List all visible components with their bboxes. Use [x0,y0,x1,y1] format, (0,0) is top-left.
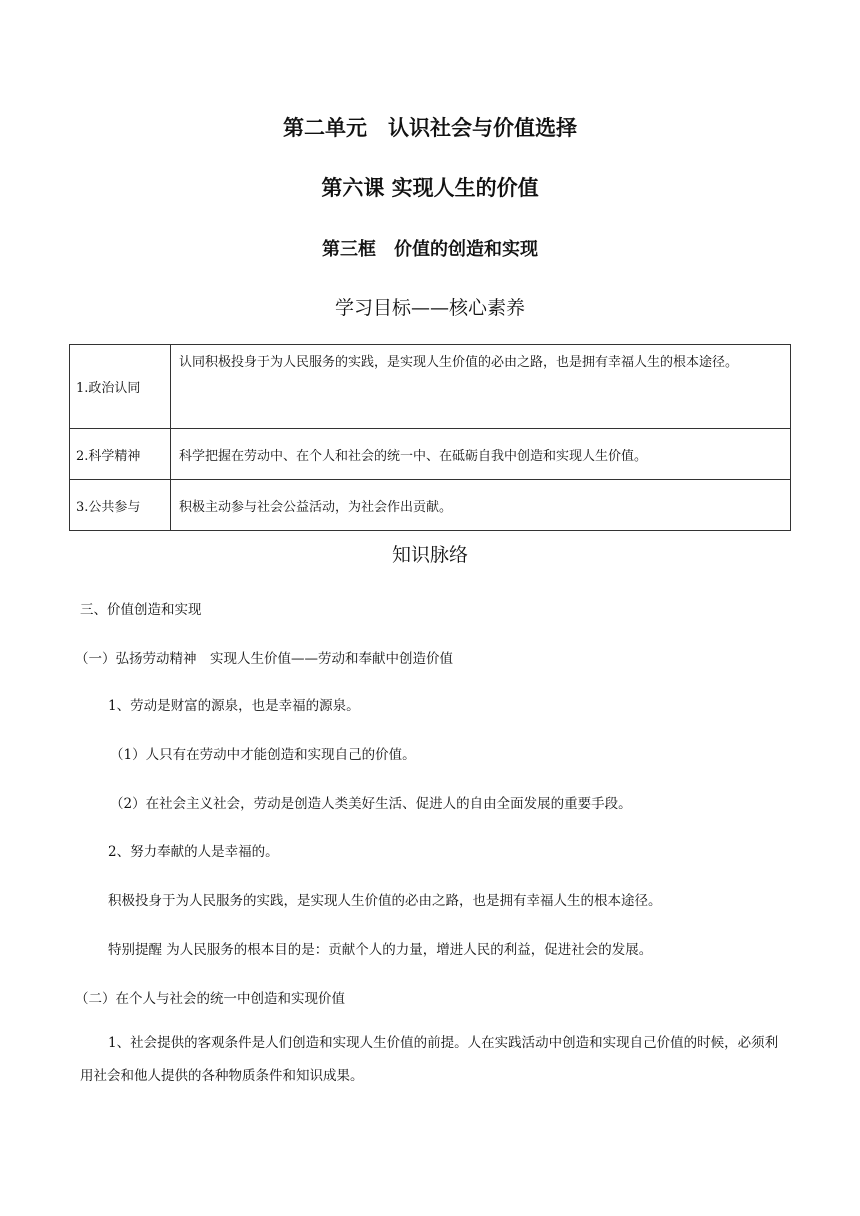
goal-value: 科学把握在劳动中、在个人和社会的统一中、在砥砺自我中创造和实现人生价值。 [171,429,791,480]
goals-section-title: 学习目标——核心素养 [334,297,525,319]
outline-line-subsection: （二）在个人与社会的统一中创造和实现价值 [75,991,345,1007]
table-row [70,480,791,531]
outline-line-body: 积极投身于为人民服务的实践，是实现人生价值的必由之路，也是拥有幸福人生的根本途径。 [108,893,662,909]
goal-key: 3.公共参与 [70,480,171,531]
outline-line-subsection: （一）弘扬劳动精神 实现人生价值——劳动和奉献中创造价值 [75,651,453,667]
outline-paragraph: 1、社会提供的客观条件是人们创造和实现人生价值的前提。人在实践活动中创造和实现自己价值的时候，必须利用社会和他人提供的各种物质条件和知识成果。 [80,1035,779,1084]
outline-line-section: 三、价值创造和实现 [80,602,202,618]
goals-table [69,344,791,531]
goal-key: 2.科学精神 [70,429,171,480]
table-row [70,429,791,480]
outline-line-note: 特别提醒 为人民服务的根本目的是：贡献个人的力量，增进人民的利益，促进社会的发展。 [108,942,653,958]
goal-value: 积极主动参与社会公益活动，为社会作出贡献。 [171,480,791,531]
goal-key: 1.政治认同 [70,345,171,429]
outline-line-point: 1、劳动是财富的源泉，也是幸福的源泉。 [108,698,360,714]
table-row [70,345,791,429]
frame-heading: 第三框 价值的创造和实现 [322,239,538,260]
outline-line-point: 2、努力奉献的人是幸福的。 [108,844,279,860]
goal-value: 认同积极投身于为人民服务的实践，是实现人生价值的必由之路，也是拥有幸福人生的根本途径。 [171,345,791,429]
outline-line-subpoint: （2）在社会主义社会，劳动是创造人类美好生活、促进人的自由全面发展的重要手段。 [110,796,632,812]
outline-line-subpoint: （1）人只有在劳动中才能创造和实现自己的价值。 [110,747,416,763]
lesson-heading: 第六课 实现人生的价值 [321,176,539,200]
knowledge-section-title: 知识脉络 [391,544,468,566]
unit-heading: 第二单元 认识社会与价值选择 [283,116,577,140]
